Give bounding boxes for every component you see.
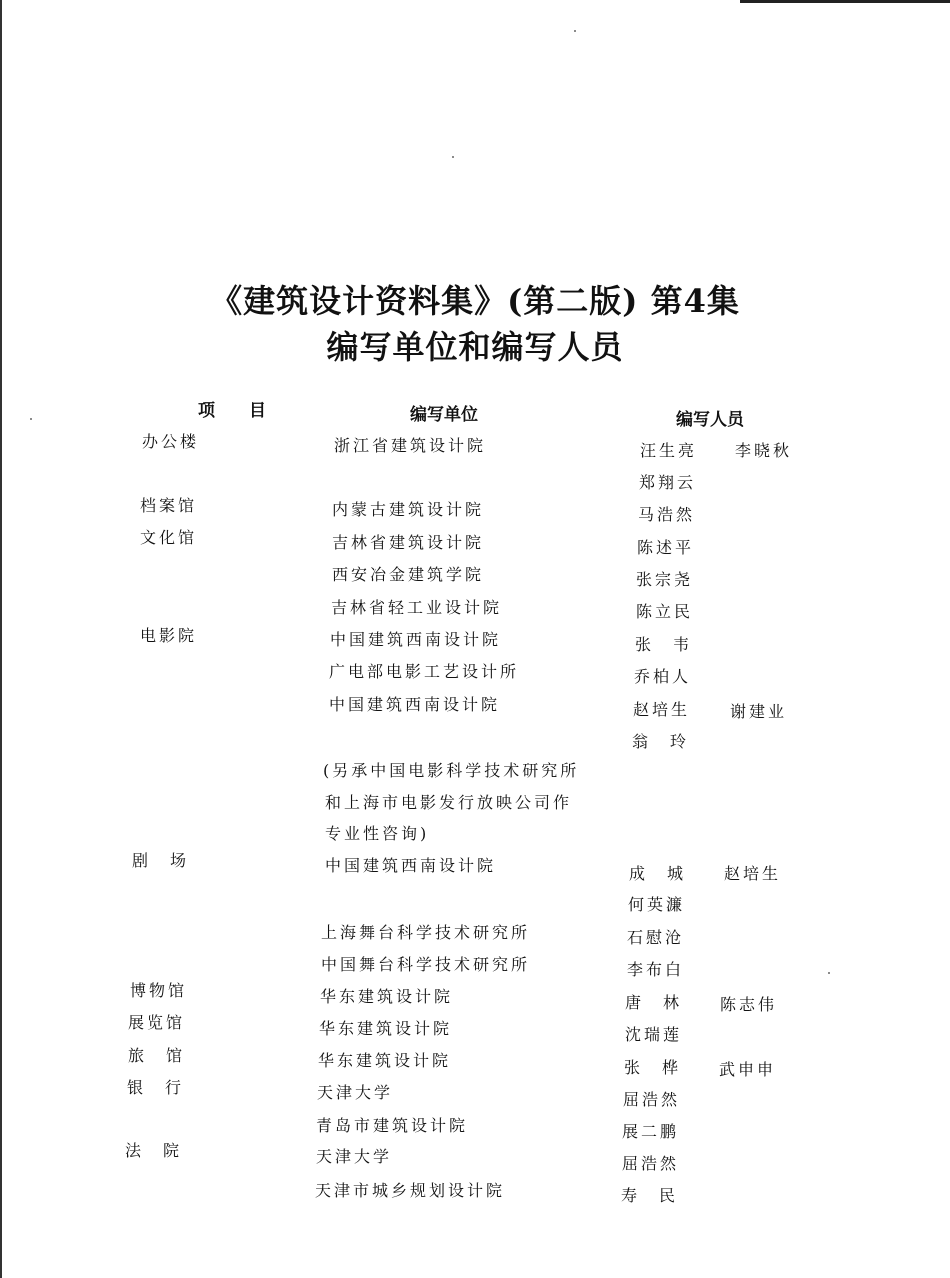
author-item: 石慰沧 xyxy=(627,928,685,947)
unit-item: 浙江省建筑设计院 xyxy=(334,436,487,455)
project-item: 剧 场 xyxy=(132,851,190,870)
author-item: 屈浩然 xyxy=(623,1090,681,1109)
author-item: 翁 玲 xyxy=(632,732,690,751)
co-author-item: 谢建业 xyxy=(730,702,788,721)
author-item: 展二鹏 xyxy=(622,1122,680,1141)
unit-item: 中国舞台科学技术研究所 xyxy=(321,955,531,974)
project-item: 博物馆 xyxy=(130,981,188,1000)
author-item: 陈立民 xyxy=(636,602,694,621)
author-item: 张宗尧 xyxy=(636,570,694,589)
project-item: 文化馆 xyxy=(140,528,198,547)
unit-item: 中国建筑西南设计院 xyxy=(325,856,497,875)
author-item: 汪生亮 xyxy=(640,441,698,460)
header-unit: 编写单位 xyxy=(410,405,478,425)
page-left-border xyxy=(0,0,2,1278)
unit-item: 西安冶金建筑学院 xyxy=(332,565,485,584)
project-item: 法 院 xyxy=(125,1141,183,1160)
unit-note-line: 和上海市电影发行放映公司作 xyxy=(325,793,573,812)
project-item: 展览馆 xyxy=(128,1013,186,1032)
author-item: 何英濂 xyxy=(628,895,686,914)
header-project: 项 目 xyxy=(198,401,266,421)
author-item: 赵培生 xyxy=(633,700,691,719)
unit-item: 华东建筑设计院 xyxy=(318,1051,452,1070)
project-item: 档案馆 xyxy=(140,496,198,515)
unit-item: 天津大学 xyxy=(317,1083,394,1102)
project-item: 旅 馆 xyxy=(128,1046,186,1065)
author-item: 马浩然 xyxy=(638,505,696,524)
author-item: 李布白 xyxy=(627,960,685,979)
co-author-item: 陈志伟 xyxy=(720,995,778,1014)
document-subtitle: 编写单位和编写人员 xyxy=(326,328,624,366)
author-item: 张 桦 xyxy=(624,1058,682,1077)
unit-item: 吉林省轻工业设计院 xyxy=(331,598,503,617)
author-item: 寿 民 xyxy=(621,1186,679,1205)
co-author-item: 赵培生 xyxy=(724,864,782,883)
unit-item: 天津市城乡规划设计院 xyxy=(315,1181,506,1200)
unit-item: 华东建筑设计院 xyxy=(320,987,454,1006)
unit-note-line: (另承中国电影科学技术研究所 xyxy=(323,761,580,780)
scan-speck xyxy=(574,30,576,32)
unit-item: 中国建筑西南设计院 xyxy=(329,695,501,714)
project-item: 电影院 xyxy=(140,626,198,645)
author-item: 成 城 xyxy=(629,864,687,883)
unit-item: 天津大学 xyxy=(316,1147,393,1166)
unit-item: 华东建筑设计院 xyxy=(319,1019,453,1038)
author-item: 唐 林 xyxy=(625,993,683,1012)
document-title: 《建筑设计资料集》(第二版) 第4集 xyxy=(210,282,740,320)
unit-item: 青岛市建筑设计院 xyxy=(316,1116,469,1135)
header-author: 编写人员 xyxy=(676,410,744,430)
scan-speck xyxy=(828,972,830,974)
author-item: 郑翔云 xyxy=(639,473,697,492)
unit-item: 中国建筑西南设计院 xyxy=(330,630,502,649)
author-item: 陈述平 xyxy=(637,538,695,557)
scan-speck xyxy=(452,156,454,158)
author-item: 沈瑞莲 xyxy=(625,1025,683,1044)
project-item: 银 行 xyxy=(127,1078,185,1097)
author-item: 屈浩然 xyxy=(622,1154,680,1173)
co-author-item: 李晓秋 xyxy=(735,441,793,460)
author-item: 乔柏人 xyxy=(634,667,692,686)
page-top-edge xyxy=(740,0,950,3)
scan-speck xyxy=(30,418,32,420)
co-author-item: 武申申 xyxy=(719,1060,777,1079)
unit-item: 上海舞台科学技术研究所 xyxy=(321,923,531,942)
unit-item: 吉林省建筑设计院 xyxy=(332,533,485,552)
author-item: 张 韦 xyxy=(635,635,693,654)
unit-note-line: 专业性咨询) xyxy=(325,824,430,843)
unit-item: 内蒙古建筑设计院 xyxy=(332,500,485,519)
unit-item: 广电部电影工艺设计所 xyxy=(329,662,520,681)
project-item: 办公楼 xyxy=(142,432,200,451)
